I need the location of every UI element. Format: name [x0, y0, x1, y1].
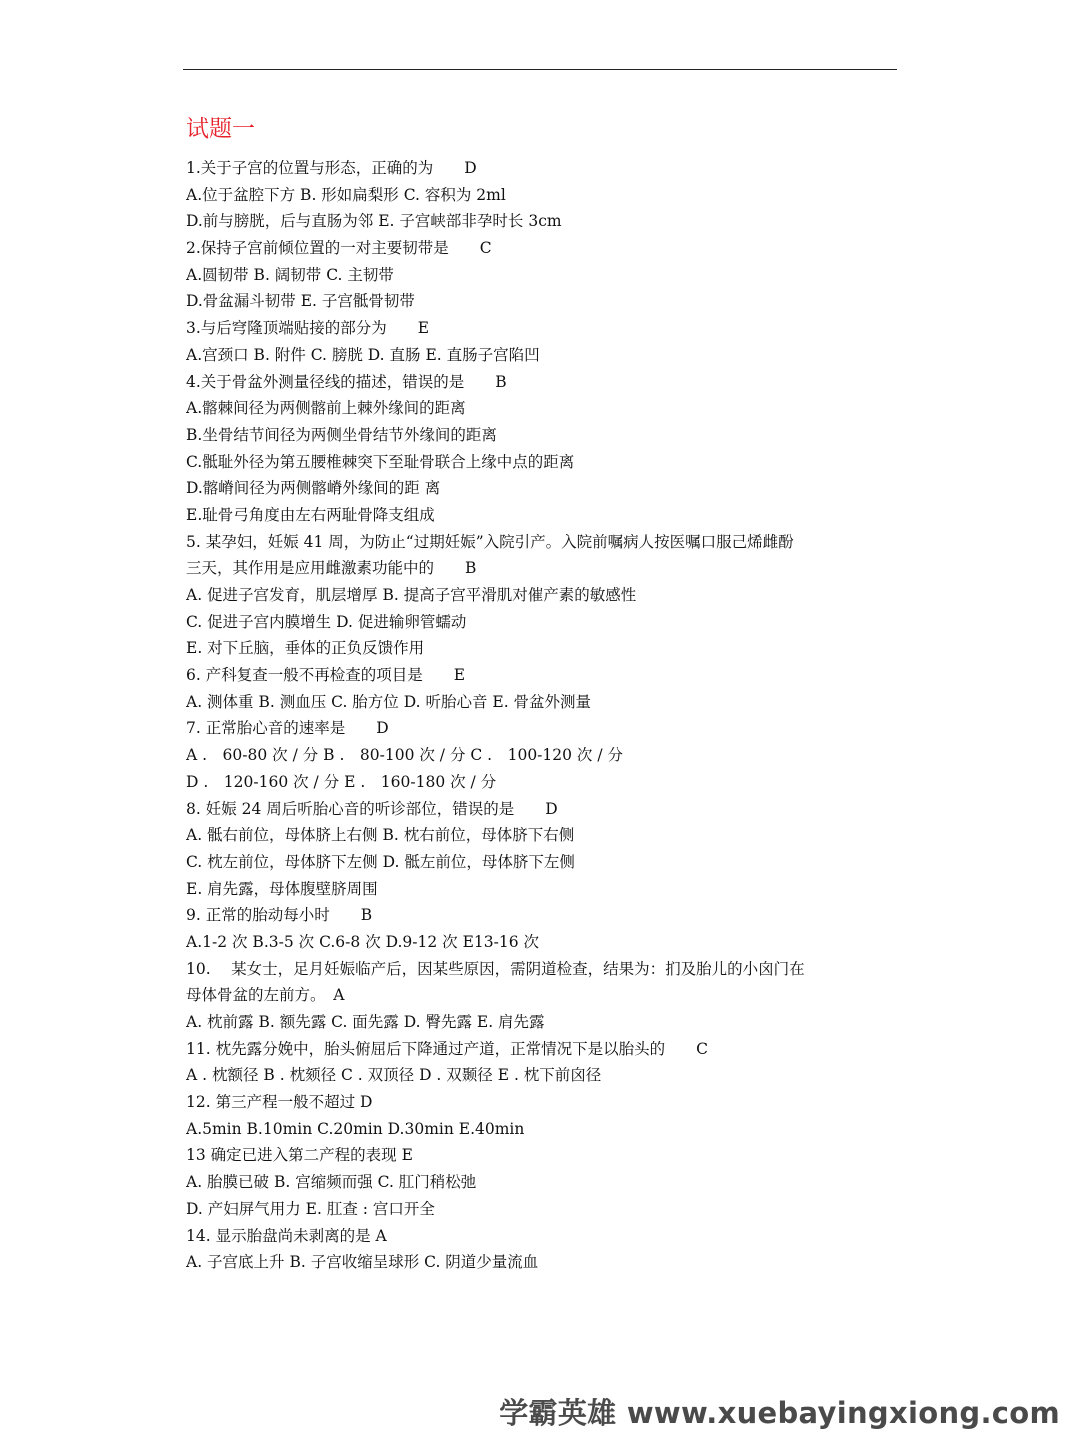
text-line: 13 确定已进入第二产程的表现 E: [186, 1146, 413, 1165]
text-line: A.髂棘间径为两侧髂前上棘外缘间的距离: [186, 399, 466, 418]
text-line: 12. 第三产程一般不超过 D: [186, 1093, 373, 1112]
text-line: A.1-2 次 B.3-5 次 C.6-8 次 D.9-12 次 E13-16 次: [186, 932, 540, 951]
text-line: D.骨盆漏斗韧带 E. 子宫骶骨韧带: [186, 292, 415, 311]
watermark: 学霸英雄 www.xuebayingxiong.com: [499, 1396, 1060, 1430]
text-line: A . 枕额径 B . 枕颏径 C . 双顶径 D . 双颞径 E . 枕下前囟径: [186, 1066, 602, 1085]
text-line: 母体骨盆的左前方。 A: [186, 986, 345, 1005]
text-line: A. 胎膜已破 B. 宫缩频而强 C. 肛门稍松弛: [186, 1173, 477, 1192]
page-title: 试题一: [186, 116, 255, 142]
text-line: A.位于盆腔下方 B. 形如扁梨形 C. 容积为 2ml: [186, 185, 506, 204]
text-line: 11. 枕先露分娩中，胎头俯屈后下降通过产道，正常情况下是以胎头的 C: [186, 1039, 708, 1058]
text-line: A . 60-80 次 / 分 B . 80-100 次 / 分 C . 100-120 次 / 分: [186, 746, 624, 765]
text-line: A. 促进子宫发育，肌层增厚 B. 提高子宫平滑肌对催产素的敏感性: [186, 586, 637, 604]
text-line: 6. 产科复查一般不再检查的项目是 E: [186, 666, 466, 685]
text-line: A.宫颈口 B. 附件 C. 膀胱 D. 直肠 E. 直肠子宫陷凹: [186, 345, 540, 364]
text-line: C. 枕左前位，母体脐下左侧 D. 骶左前位，母体脐下左侧: [186, 852, 575, 871]
text-line: C. 促进子宫内膜增生 D. 促进输卵管蠕动: [186, 612, 467, 631]
text-line: E. 肩先露，母体腹壁脐周围: [186, 879, 378, 898]
text-line: 三天，其作用是应用雌激素功能中的 B: [186, 559, 477, 578]
text-line: A. 测体重 B. 测血压 C. 胎方位 D. 听胎心音 E. 骨盆外测量: [186, 692, 592, 711]
text-line: 10. 某女士，足月妊娠临产后，因某些原因，需阴道检查，结果为：扪及胎儿的小囟门在: [186, 959, 805, 978]
text-line: C.骶耻外径为第五腰椎棘突下至耻骨联合上缘中点的距离: [186, 452, 575, 471]
text-line: 2.保持子宫前倾位置的一对主要韧带是 C: [186, 239, 492, 258]
text-line: E.耻骨弓角度由左右两耻骨降支组成: [186, 505, 435, 524]
text-line: D . 120-160 次 / 分 E . 160-180 次 / 分: [186, 772, 497, 791]
text-line: 5. 某孕妇，妊娠 41 周，为防止“过期妊娠”入院引产。入院前嘱病人按医嘱口服己烯雌酚: [186, 532, 794, 551]
text-line: 3.与后穹隆顶端贴接的部分为 E: [186, 319, 430, 338]
text-line: A. 子宫底上升 B. 子宫收缩呈球形 C. 阴道少量流血: [186, 1253, 539, 1272]
question-list: [186, 155, 898, 1276]
text-line: A.圆韧带 B. 阔韧带 C. 主韧带: [186, 265, 394, 284]
text-line: B.坐骨结节间径为两侧坐骨结节外缘间的距离: [186, 425, 497, 444]
text-line: A.5min B.10min C.20min D.30min E.40min: [186, 1119, 525, 1138]
text-line: E. 对下丘脑，垂体的正负反馈作用: [186, 639, 425, 658]
text-line: 4.关于骨盆外测量径线的描述，错误的是 B: [186, 372, 507, 391]
header-rule: [183, 69, 897, 70]
text-line: 1.关于子宫的位置与形态，正确的为 D: [186, 159, 477, 177]
text-line: 14. 显示胎盘尚未剥离的是 A: [186, 1226, 387, 1245]
text-line: D. 产妇屏气用力 E. 肛查 : 宫口开全: [186, 1199, 435, 1218]
text-line: A. 骶右前位，母体脐上右侧 B. 枕右前位，母体脐下右侧: [186, 826, 575, 845]
text-line: 9. 正常的胎动每小时 B: [186, 906, 373, 925]
text-line: D.前与膀胱，后与直肠为邻 E. 子宫峡部非孕时长 3cm: [186, 212, 562, 231]
text-line: D.髂嵴间径为两侧髂嵴外缘间的距 离: [186, 479, 441, 498]
text-line: 8. 妊娠 24 周后听胎心音的听诊部位，错误的是 D: [186, 799, 558, 818]
text-line: 7. 正常胎心音的速率是 D: [186, 719, 389, 738]
text-line: A. 枕前露 B. 额先露 C. 面先露 D. 臀先露 E. 肩先露: [186, 1013, 545, 1031]
